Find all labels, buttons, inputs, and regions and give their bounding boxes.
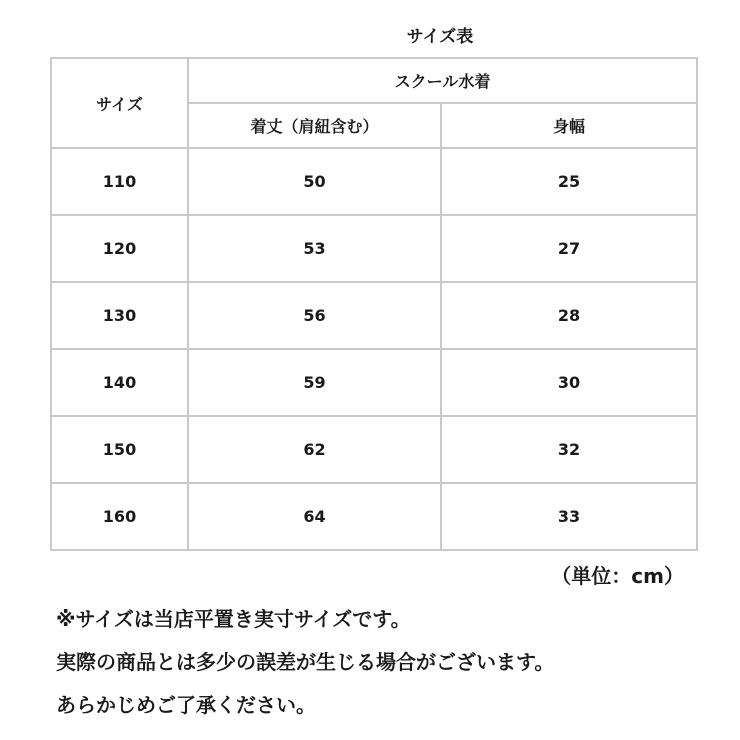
- length-cell: 59: [188, 349, 441, 416]
- length-header: 着丈（肩紐含む）: [188, 103, 441, 148]
- width-cell: 30: [441, 349, 697, 416]
- size-header: サイズ: [51, 58, 188, 148]
- length-cell: 62: [188, 416, 441, 483]
- group-header: スクール水着: [188, 58, 697, 103]
- width-cell: 32: [441, 416, 697, 483]
- table-row: [51, 416, 697, 483]
- width-cell: 25: [441, 148, 697, 215]
- width-cell: 33: [441, 483, 697, 550]
- table-row: [51, 349, 697, 416]
- note-line: あらかじめご了承ください。: [56, 693, 316, 717]
- size-cell: 140: [51, 349, 188, 416]
- length-cell: 56: [188, 282, 441, 349]
- size-cell: 160: [51, 483, 188, 550]
- width-header: 身幅: [441, 103, 697, 148]
- size-cell: 120: [51, 215, 188, 282]
- note-line: ※サイズは当店平置き実寸サイズです。: [56, 607, 411, 631]
- header-row: [51, 58, 697, 103]
- table-row: [51, 148, 697, 215]
- length-cell: 64: [188, 483, 441, 550]
- size-cell: 130: [51, 282, 188, 349]
- size-table: [50, 57, 698, 551]
- chart-title: サイズ表: [406, 27, 474, 47]
- table-row: [51, 215, 697, 282]
- note-line: 実際の商品とは多少の誤差が生じる場合がございます。: [56, 650, 555, 674]
- length-cell: 53: [188, 215, 441, 282]
- unit-note: （単位：cm）: [551, 564, 684, 588]
- width-cell: 27: [441, 215, 697, 282]
- width-cell: 28: [441, 282, 697, 349]
- table-row: [51, 483, 697, 550]
- length-cell: 50: [188, 148, 441, 215]
- size-cell: 110: [51, 148, 188, 215]
- notes: [56, 598, 726, 727]
- table-row: [51, 282, 697, 349]
- size-cell: 150: [51, 416, 188, 483]
